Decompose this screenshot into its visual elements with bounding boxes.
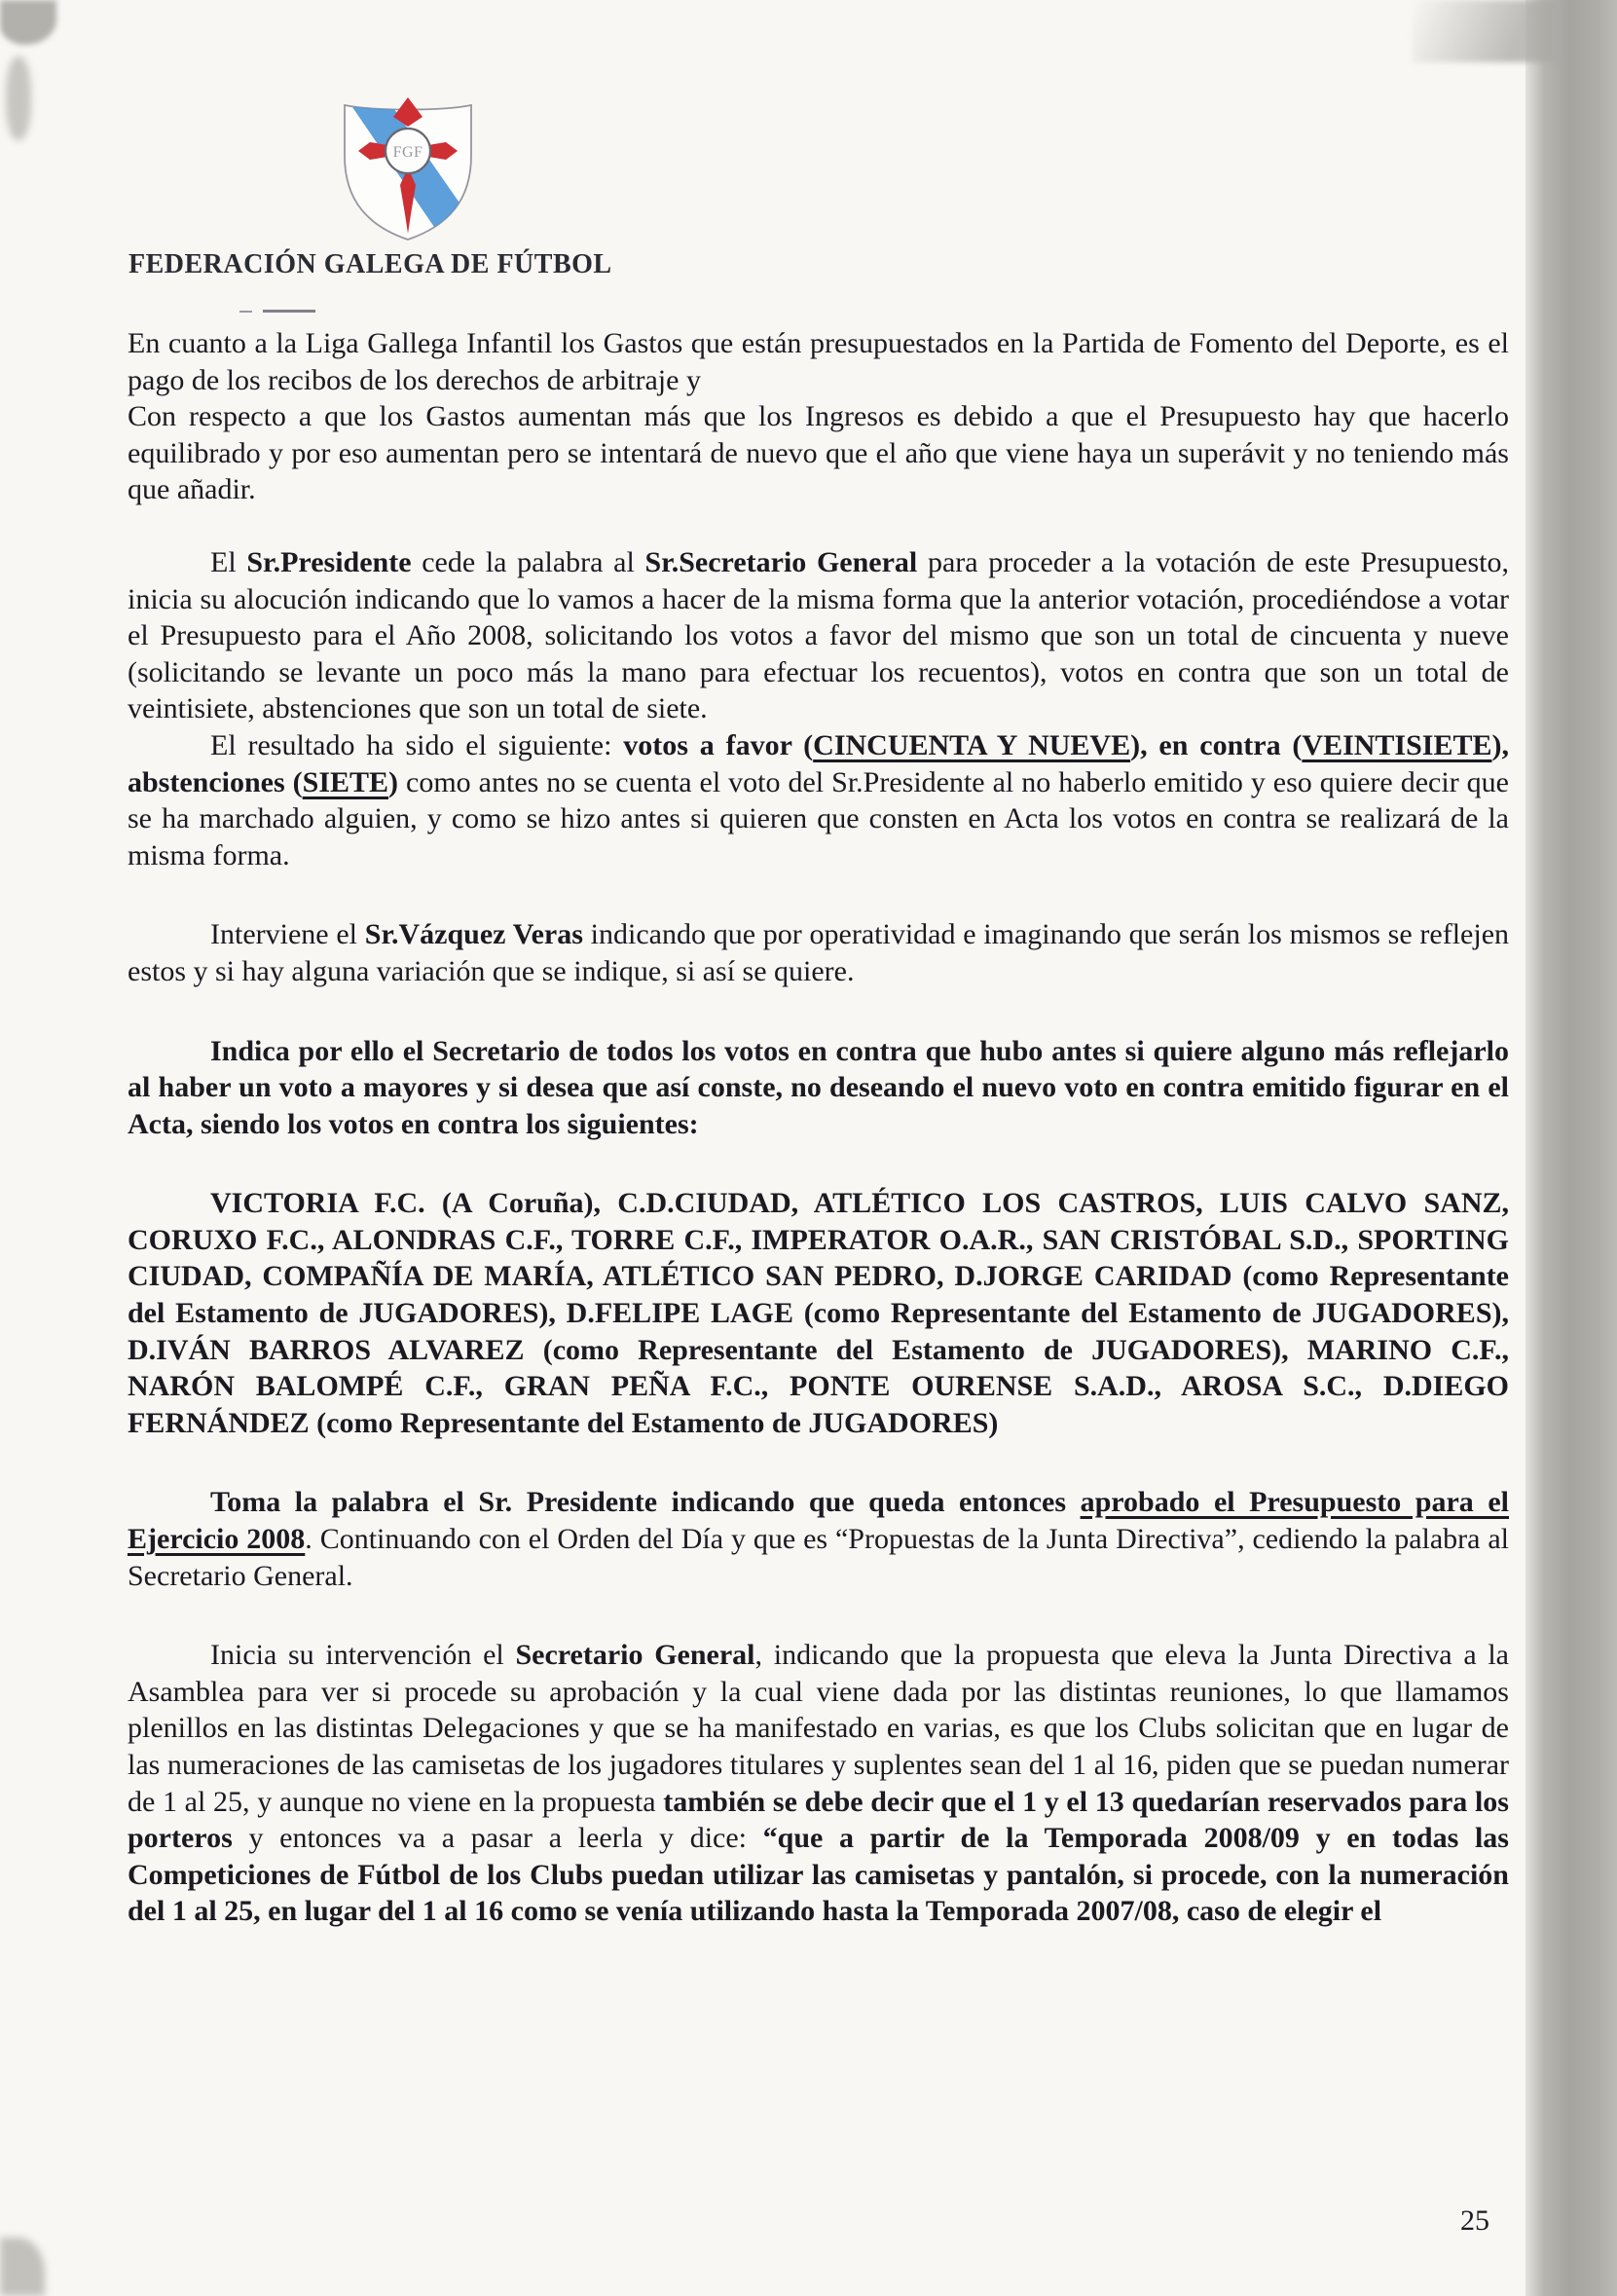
para-aprobacion xyxy=(128,1484,1509,1594)
text-segment: Toma la palabra el Sr. Presidente indicando que queda entonces xyxy=(210,1486,1081,1519)
aprobacion-presupuesto-label: aprobado el Presupuesto para el Ejercicio 2008 xyxy=(128,1486,1509,1556)
federation-name-heading: FEDERACIÓN GALEGA DE FÚTBOL xyxy=(129,249,612,279)
text-segment: ), abstenciones ( xyxy=(128,728,1509,798)
text-segment: Indica por ello el Secretario de todos los votos en contra que hubo antes si quiere alguno más reflejarlo al haber un voto a mayores y si desea que así conste, no deseando el nuevo voto en contra emitido figurar en el Acta, siendo los votos en contra los siguientes: xyxy=(128,1034,1509,1140)
scan-artifact-bottom-left xyxy=(0,2238,45,2296)
para-resultado-votacion xyxy=(128,727,1509,873)
text-segment: , indicando que la propuesta que eleva la Junta Directiva a la Asamblea para ver si procede su aprobación y la cual viene dada por las distintas reuniones, lo que llamamos plenillos en las distintas Delegaciones y que se ha manifestado en varias, es que los Clubs solicitan que en lugar de las numeraciones de las camisetas de los jugadores titulares y suplentes sean del 1 al 16, piden que se puedan numerar de 1 al 25, y aunque no viene en la propuesta xyxy=(128,1639,1510,1818)
scan-artifact-left xyxy=(6,56,31,140)
text-segment: cede la palabra al xyxy=(411,545,645,578)
text-segment: también se debe decir que el 1 y el 13 quedarían reservados para los porteros xyxy=(128,1785,1509,1855)
para-indica-secretario xyxy=(128,1033,1509,1143)
document-body xyxy=(128,325,1509,1930)
para-propuesta-numeracion xyxy=(128,1637,1509,1930)
crest-fgf-letters: FGF xyxy=(392,144,423,161)
vazquez-veras-label: Sr.Vázquez Veras xyxy=(364,918,583,951)
presidente-label: Sr.Presidente xyxy=(246,545,412,578)
clubs-votos-contra-list: VICTORIA F.C. (A Coruña), C.D.CIUDAD, ATLÉTICO LOS CASTROS, LUIS CALVO SANZ, CORUXO F.C., ALONDRAS C.F., TORRE C.F., IMPERATOR O.A.R., SAN CRISTÓBAL S.D., SPORTING CIUDAD, COMPAÑÍA DE MARÍA, ATLÉTICO SAN PEDRO, D.JORGE CARIDAD (como Representante del Estamento de JUGADORES), D.FELIPE LAGE (como Representante del Estamento de JUGADORES), D.IVÁN BARROS ALVAREZ (como Representante del Estamento de JUGADORES), MARINO C.F., NARÓN BALOMPÉ C.F., GRAN PEÑA F.C., PONTE OURENSE S.A.D., AROSA S.C., D.DIEGO FERNÁNDEZ (como Representante del Estamento de JUGADORES) xyxy=(128,1187,1509,1439)
text-segment: para proceder a la votación de este Presupuesto, inicia su alocución indicando que lo vamos a hacer de la misma forma que la anterior votación, procediéndose a votar el Presupuesto para el Año 2008, solicitando los votos a favor del mismo que son un total de cincuenta y nueve (solicitando se levante un poco más la mano para efectuar los recuentos), votos en contra que son un total de veintisiete, abstenciones que son un total de siete. xyxy=(128,545,1510,725)
para-lista-clubs xyxy=(128,1185,1509,1441)
votos-contra-count: VEINTISIETE xyxy=(1302,728,1492,761)
fgf-crest-icon xyxy=(339,95,477,243)
text-segment: ) xyxy=(388,765,399,798)
text-segment: Inicia su intervención el xyxy=(210,1639,516,1672)
abstenciones-count: SIETE xyxy=(302,765,389,798)
text-segment: En cuanto a la Liga Gallega Infantil los Gastos que están presupuestados en la Partida de Fomento del Deporte, es el pago de los recibos de los derechos de arbitraje y xyxy=(128,327,1509,396)
para-liga-gallega-infantil xyxy=(128,325,1509,508)
para-vazquez-veras xyxy=(128,916,1509,989)
text-segment: y entonces va a pasar a leerla y dice: xyxy=(232,1822,763,1855)
scan-artifact-top-left xyxy=(0,0,56,45)
para-votacion-presupuesto xyxy=(128,544,1509,727)
votos-favor-count: CINCUENTA Y NUEVE xyxy=(813,728,1131,761)
text-segment: Con respecto a que los Gastos aumentan más que los Ingresos es debido a que el Presupuesto hay que hacerlo equilibrado y por eso aumentan pero se intentará de nuevo que el año que viene haya un superávit y no teniendo más que añadir. xyxy=(128,400,1509,506)
text-segment: “que a partir de la Temporada 2008/09 y en todas las Competiciones de Fútbol de los Clubs puedan utilizar las camisetas y pantalón, si procede, con la numeración del 1 al 25, en lugar del 1 al 16 como se venía utilizando hasta la Temporada 2007/08, caso de elegir el xyxy=(128,1822,1509,1928)
text-segment: votos a favor ( xyxy=(623,728,814,761)
text-segment: como antes no se cuenta el voto del Sr.Presidente al no haberlo emitido y eso quiere decir que se ha marchado alguien, y como se hizo antes si quieren que consten en Acta los votos en contra se realizará de la misma forma. xyxy=(128,765,1509,871)
secretario-general-label: Sr.Secretario General xyxy=(644,545,918,578)
text-segment: El xyxy=(210,545,247,578)
text-segment: Interviene el xyxy=(210,918,365,951)
scan-mark-dash xyxy=(263,310,315,313)
scan-artifact-top-right xyxy=(1413,0,1559,62)
text-segment: El resultado ha sido el siguiente: xyxy=(210,728,624,761)
text-segment: indicando que por operatividad e imaginando que serán los mismos se reflejen estos y si hay alguna variación que se indique, si así se quiere. xyxy=(128,918,1510,987)
text-segment: . Continuando con el Orden del Día y que es “Propuestas de la Junta Directiva”, cediendo la palabra al Secretario General. xyxy=(128,1523,1510,1592)
text-segment: ), en contra ( xyxy=(1130,728,1303,761)
text-segment: Secretario General xyxy=(515,1639,755,1672)
scan-artifact-right-band xyxy=(1525,0,1617,2296)
page-number: 25 xyxy=(1460,2204,1489,2237)
